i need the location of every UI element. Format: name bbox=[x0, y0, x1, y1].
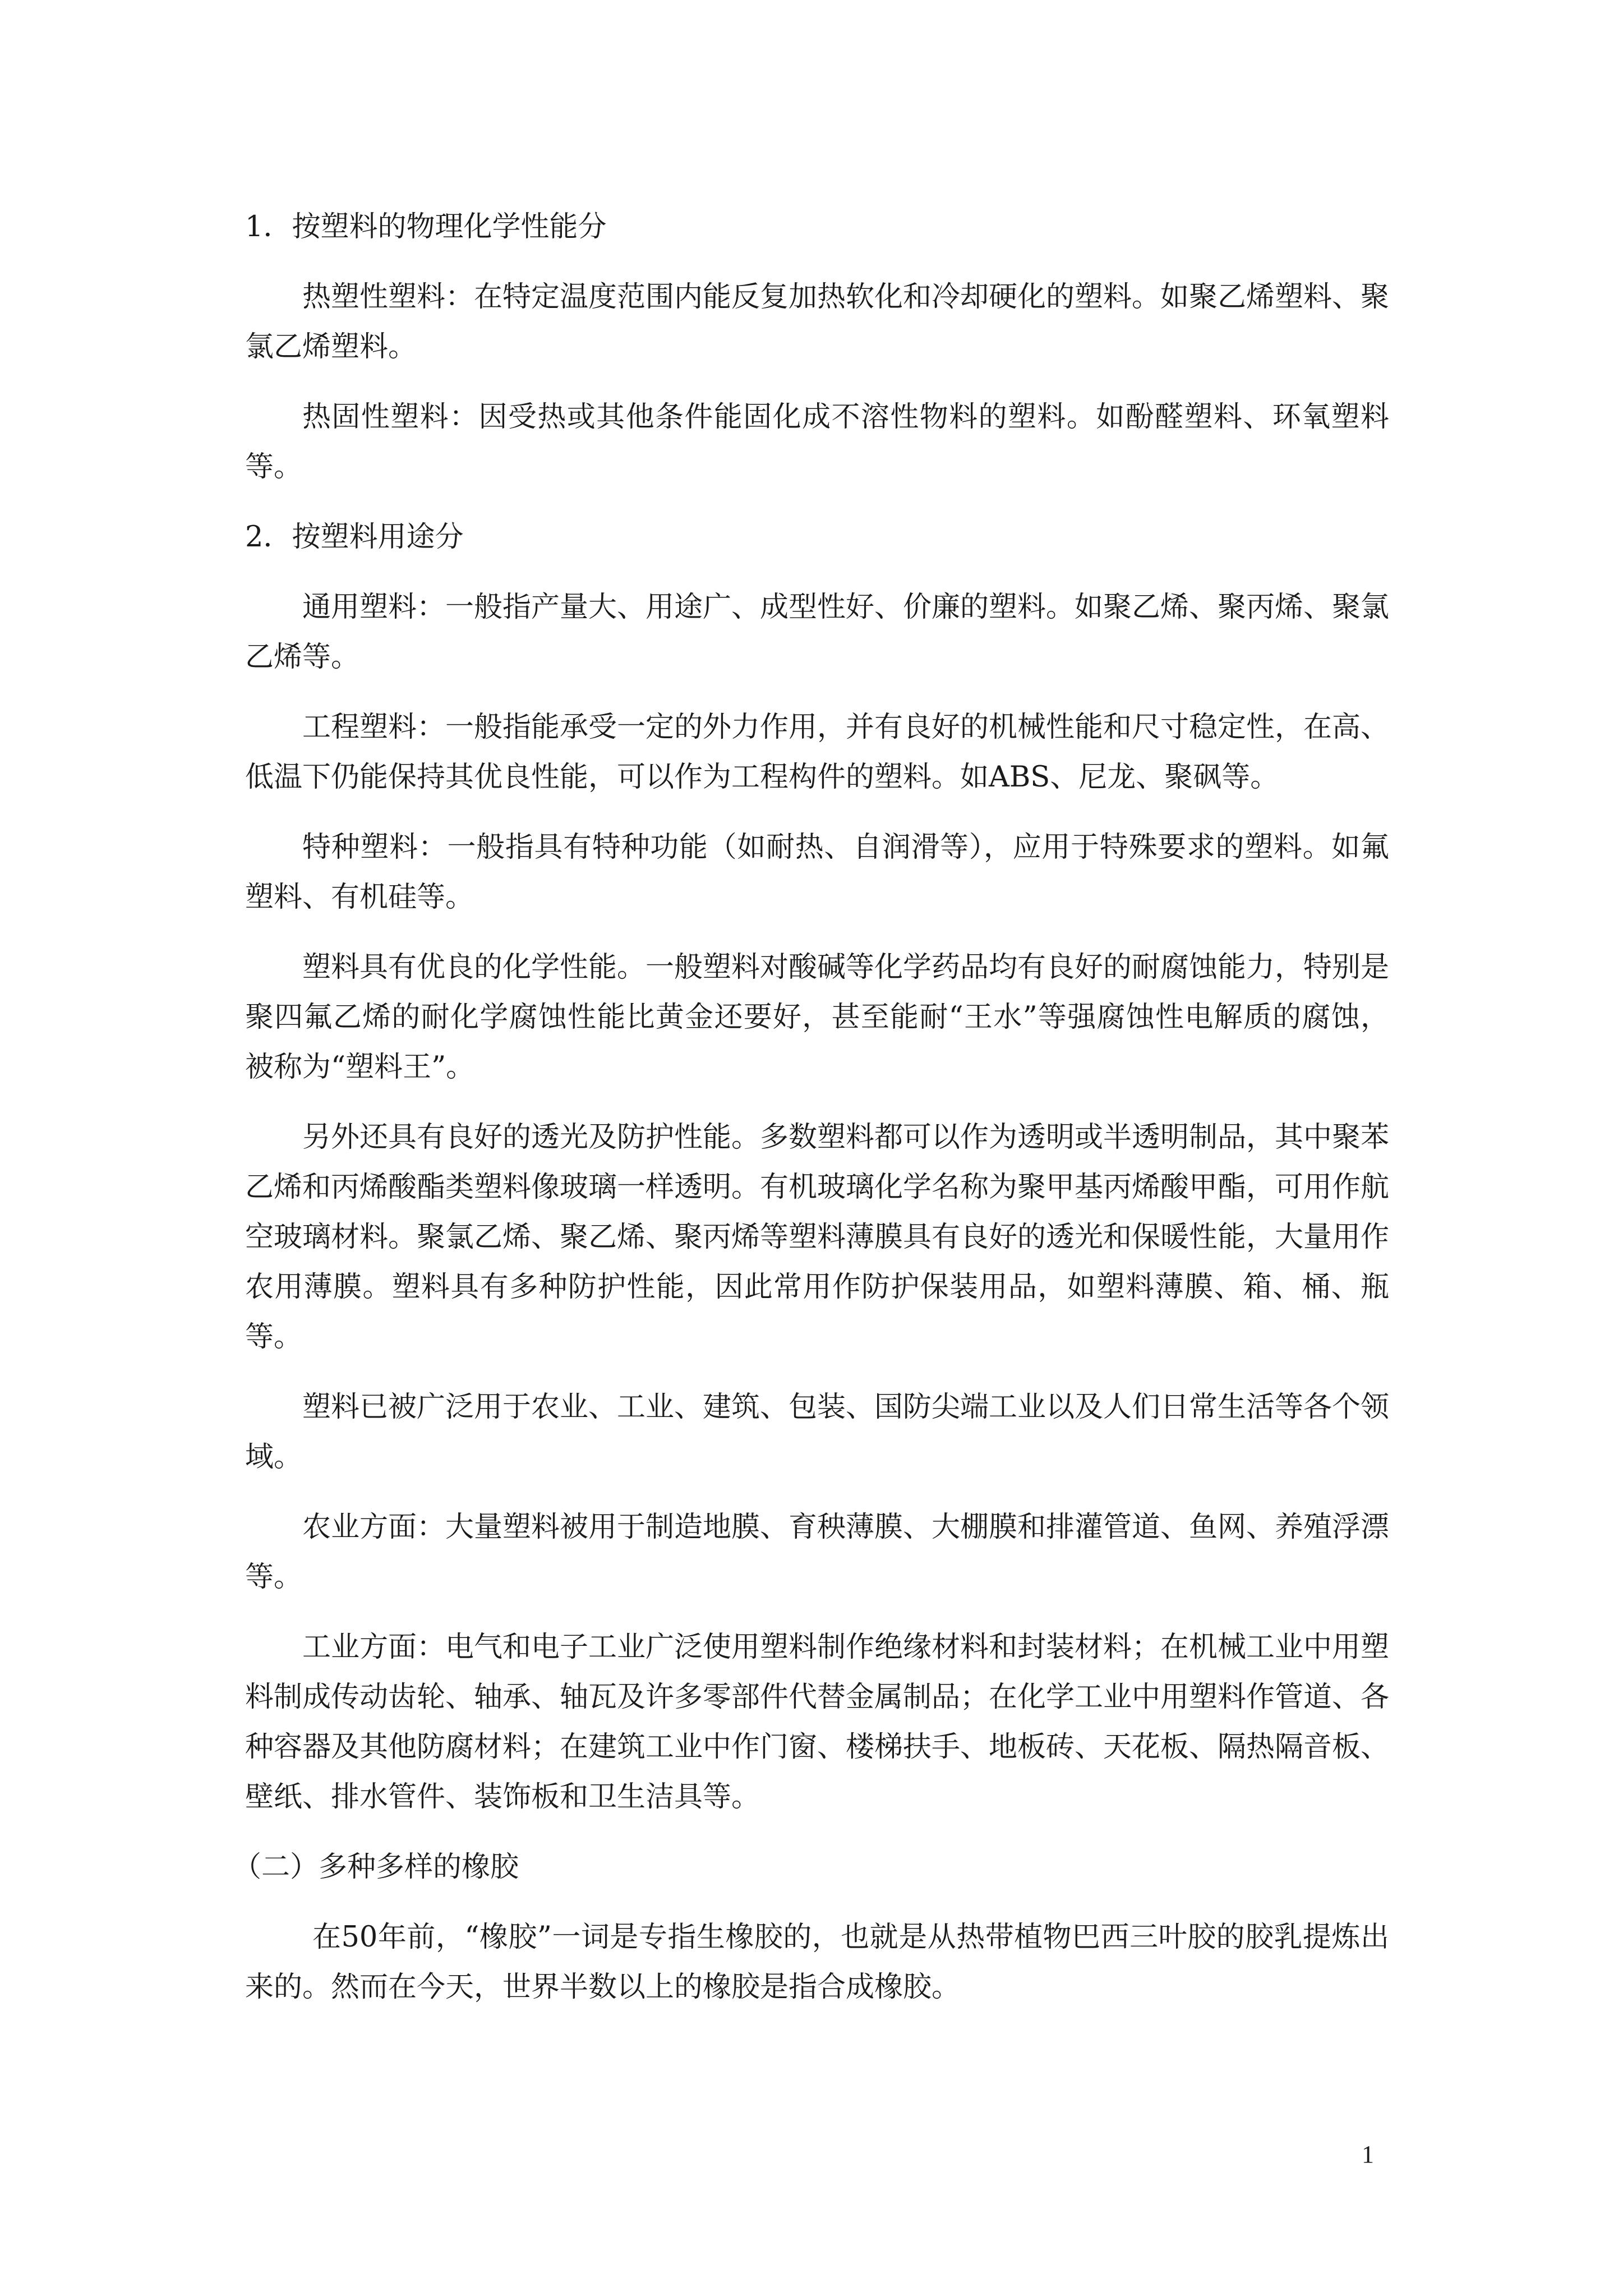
paragraph-agriculture: 农业方面：大量塑料被用于制造地膜、育秧薄膜、大棚膜和排灌管道、鱼网、养殖浮漂等。 bbox=[245, 1511, 1390, 1594]
paragraph-special-plastics: 特种塑料：一般指具有特种功能（如耐热、自润滑等），应用于特殊要求的塑料。如氟塑料、有机硅等。 bbox=[245, 831, 1389, 914]
paragraph-optical-properties: 另外还具有良好的透光及防护性能。多数塑料都可以作为透明或半透明制品，其中聚苯乙烯和丙烯酸酯类塑料像玻璃一样透明。有机玻璃化学名称为聚甲基丙烯酸甲酯，可用作航空玻璃材料。聚氯乙烯、聚乙烯、聚丙烯等塑料薄膜具有良好的透光和保暖性能，大量用作农用薄膜。塑料具有多种防护性能，因此常用作防护保装用品，如塑料薄膜、箱、桶、瓶等。 bbox=[245, 1121, 1390, 1354]
paragraph-applications: 塑料已被广泛用于农业、工业、建筑、包装、国防尖端工业以及人们日常生活等各个领域。 bbox=[245, 1391, 1390, 1474]
paragraph-thermoplastic: 热塑性塑料：在特定温度范围内能反复加热软化和冷却硬化的塑料。如聚乙烯塑料、聚氯乙烯塑料。 bbox=[245, 280, 1390, 364]
paragraph-thermoset: 热固性塑料：因受热或其他条件能固化成不溶性物料的塑料。如酚醛塑料、环氧塑料等。 bbox=[245, 401, 1389, 484]
paragraph-general-plastics: 通用塑料：一般指产量大、用途广、成型性好、价廉的塑料。如聚乙烯、聚丙烯、聚氯乙烯等。 bbox=[245, 591, 1390, 674]
paragraph-engineering-plastics: 工程塑料：一般指能承受一定的外力作用，并有良好的机械性能和尺寸稳定性，在高、低温下仍能保持其优良性能，可以作为工程构件的塑料。如ABS、尼龙、聚砜等。 bbox=[245, 711, 1390, 794]
page-number: 1 bbox=[1362, 2141, 1374, 2168]
paragraph-industry: 工业方面：电气和电子工业广泛使用塑料制作绝缘材料和封装材料；在机械工业中用塑料制成传动齿轮、轴承、轴瓦及许多零部件代替金属制品；在化学工业中用塑料作管道、各种容器及其他防腐材料；在建筑工业中作门窗、楼梯扶手、地板砖、天花板、隔热隔音板、壁纸、排水管件、装饰板和卫生洁具等。 bbox=[245, 1631, 1390, 1814]
section-heading-rubber: （二）多种多样的橡胶 bbox=[233, 1851, 519, 1884]
paragraph-chemical-properties: 塑料具有优良的化学性能。一般塑料对酸碱等化学药品均有良好的耐腐蚀能力，特别是聚四氟乙烯的耐化学腐蚀性能比黄金还要好，甚至能耐“王水”等强腐蚀性电解质的腐蚀，被称为“塑料王”。 bbox=[245, 951, 1390, 1084]
paragraph-rubber-history: 在50年前，“橡胶”一词是专指生橡胶的，也就是从热带植物巴西三叶胶的胶乳提炼出来的。然而在今天，世界半数以上的橡胶是指合成橡胶。 bbox=[245, 1921, 1389, 2004]
section-heading-physical-chemical: 1．按塑料的物理化学性能分 bbox=[245, 210, 607, 243]
section-heading-usage: 2．按塑料用途分 bbox=[245, 521, 464, 554]
document-body bbox=[233, 202, 1390, 2032]
